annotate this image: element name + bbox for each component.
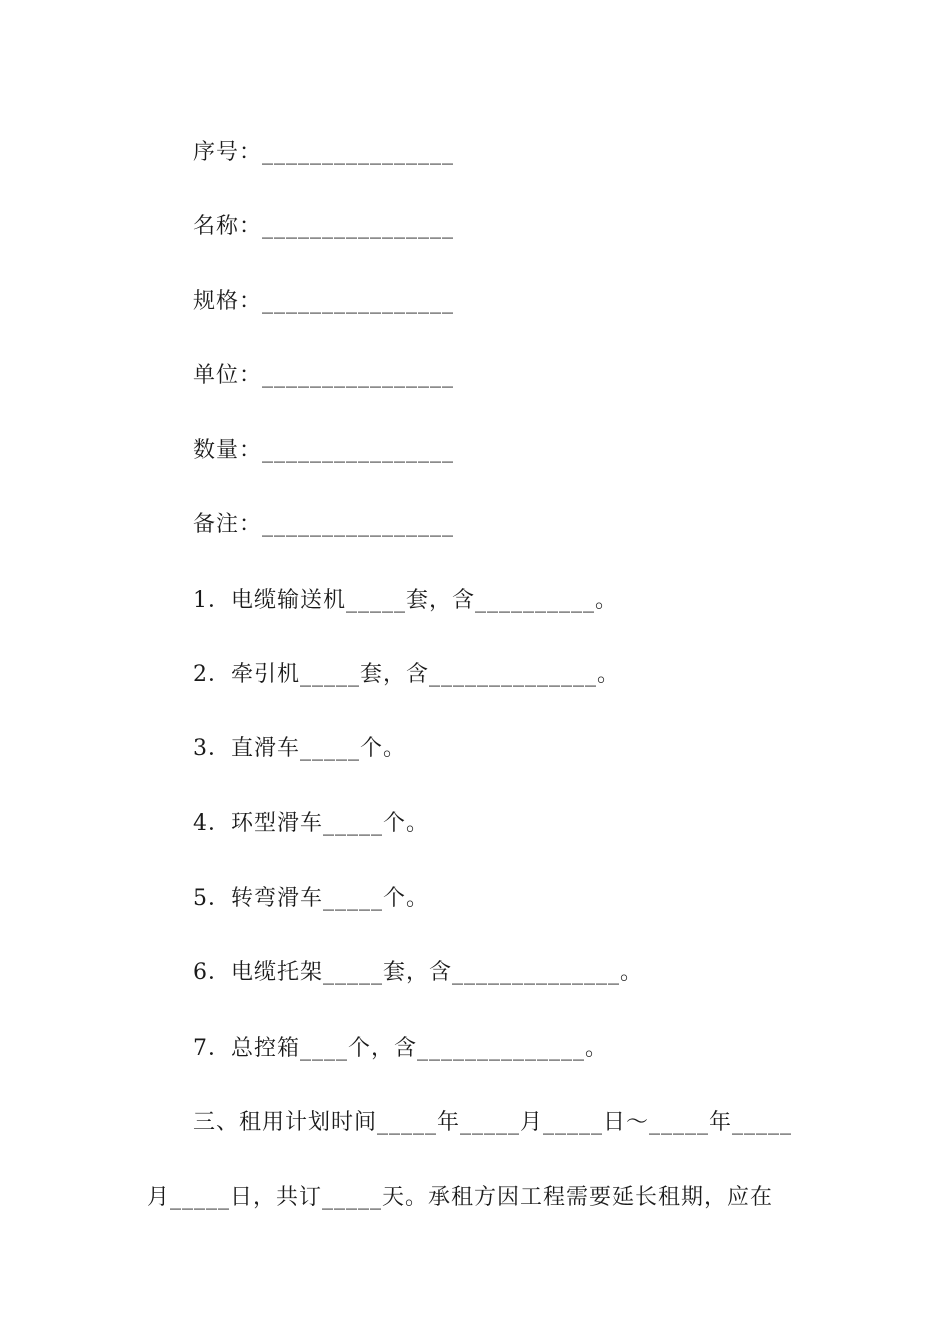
list-item-cable-bracket: 6．电缆托架_____套，含______________。 bbox=[193, 960, 643, 985]
field-remarks: 备注：________________ bbox=[193, 512, 455, 537]
list-item-master-control-box: 7．总控箱____个，含______________。 bbox=[193, 1036, 608, 1061]
field-unit: 单位：________________ bbox=[193, 363, 455, 388]
section-3-line-1: 三、租用计划时间_____年_____月_____日～_____年_____ bbox=[193, 1110, 793, 1135]
list-item-ring-pulley: 4．环型滑车_____个。 bbox=[193, 811, 429, 836]
field-specification: 规格：________________ bbox=[193, 289, 455, 314]
field-serial-number: 序号：________________ bbox=[193, 140, 455, 165]
list-item-cable-conveyor: 1．电缆输送机_____套，含__________。 bbox=[193, 588, 618, 613]
list-item-straight-pulley: 3．直滑车_____个。 bbox=[193, 736, 406, 761]
field-name: 名称：________________ bbox=[193, 214, 455, 239]
list-item-tractor: 2．牵引机_____套，含______________。 bbox=[193, 662, 620, 687]
field-quantity: 数量：________________ bbox=[193, 438, 455, 463]
list-item-turning-pulley: 5．转弯滑车_____个。 bbox=[193, 886, 429, 911]
section-3-line-2: 月_____日，共订_____天。承租方因工程需要延长租期，应在 bbox=[147, 1185, 774, 1210]
